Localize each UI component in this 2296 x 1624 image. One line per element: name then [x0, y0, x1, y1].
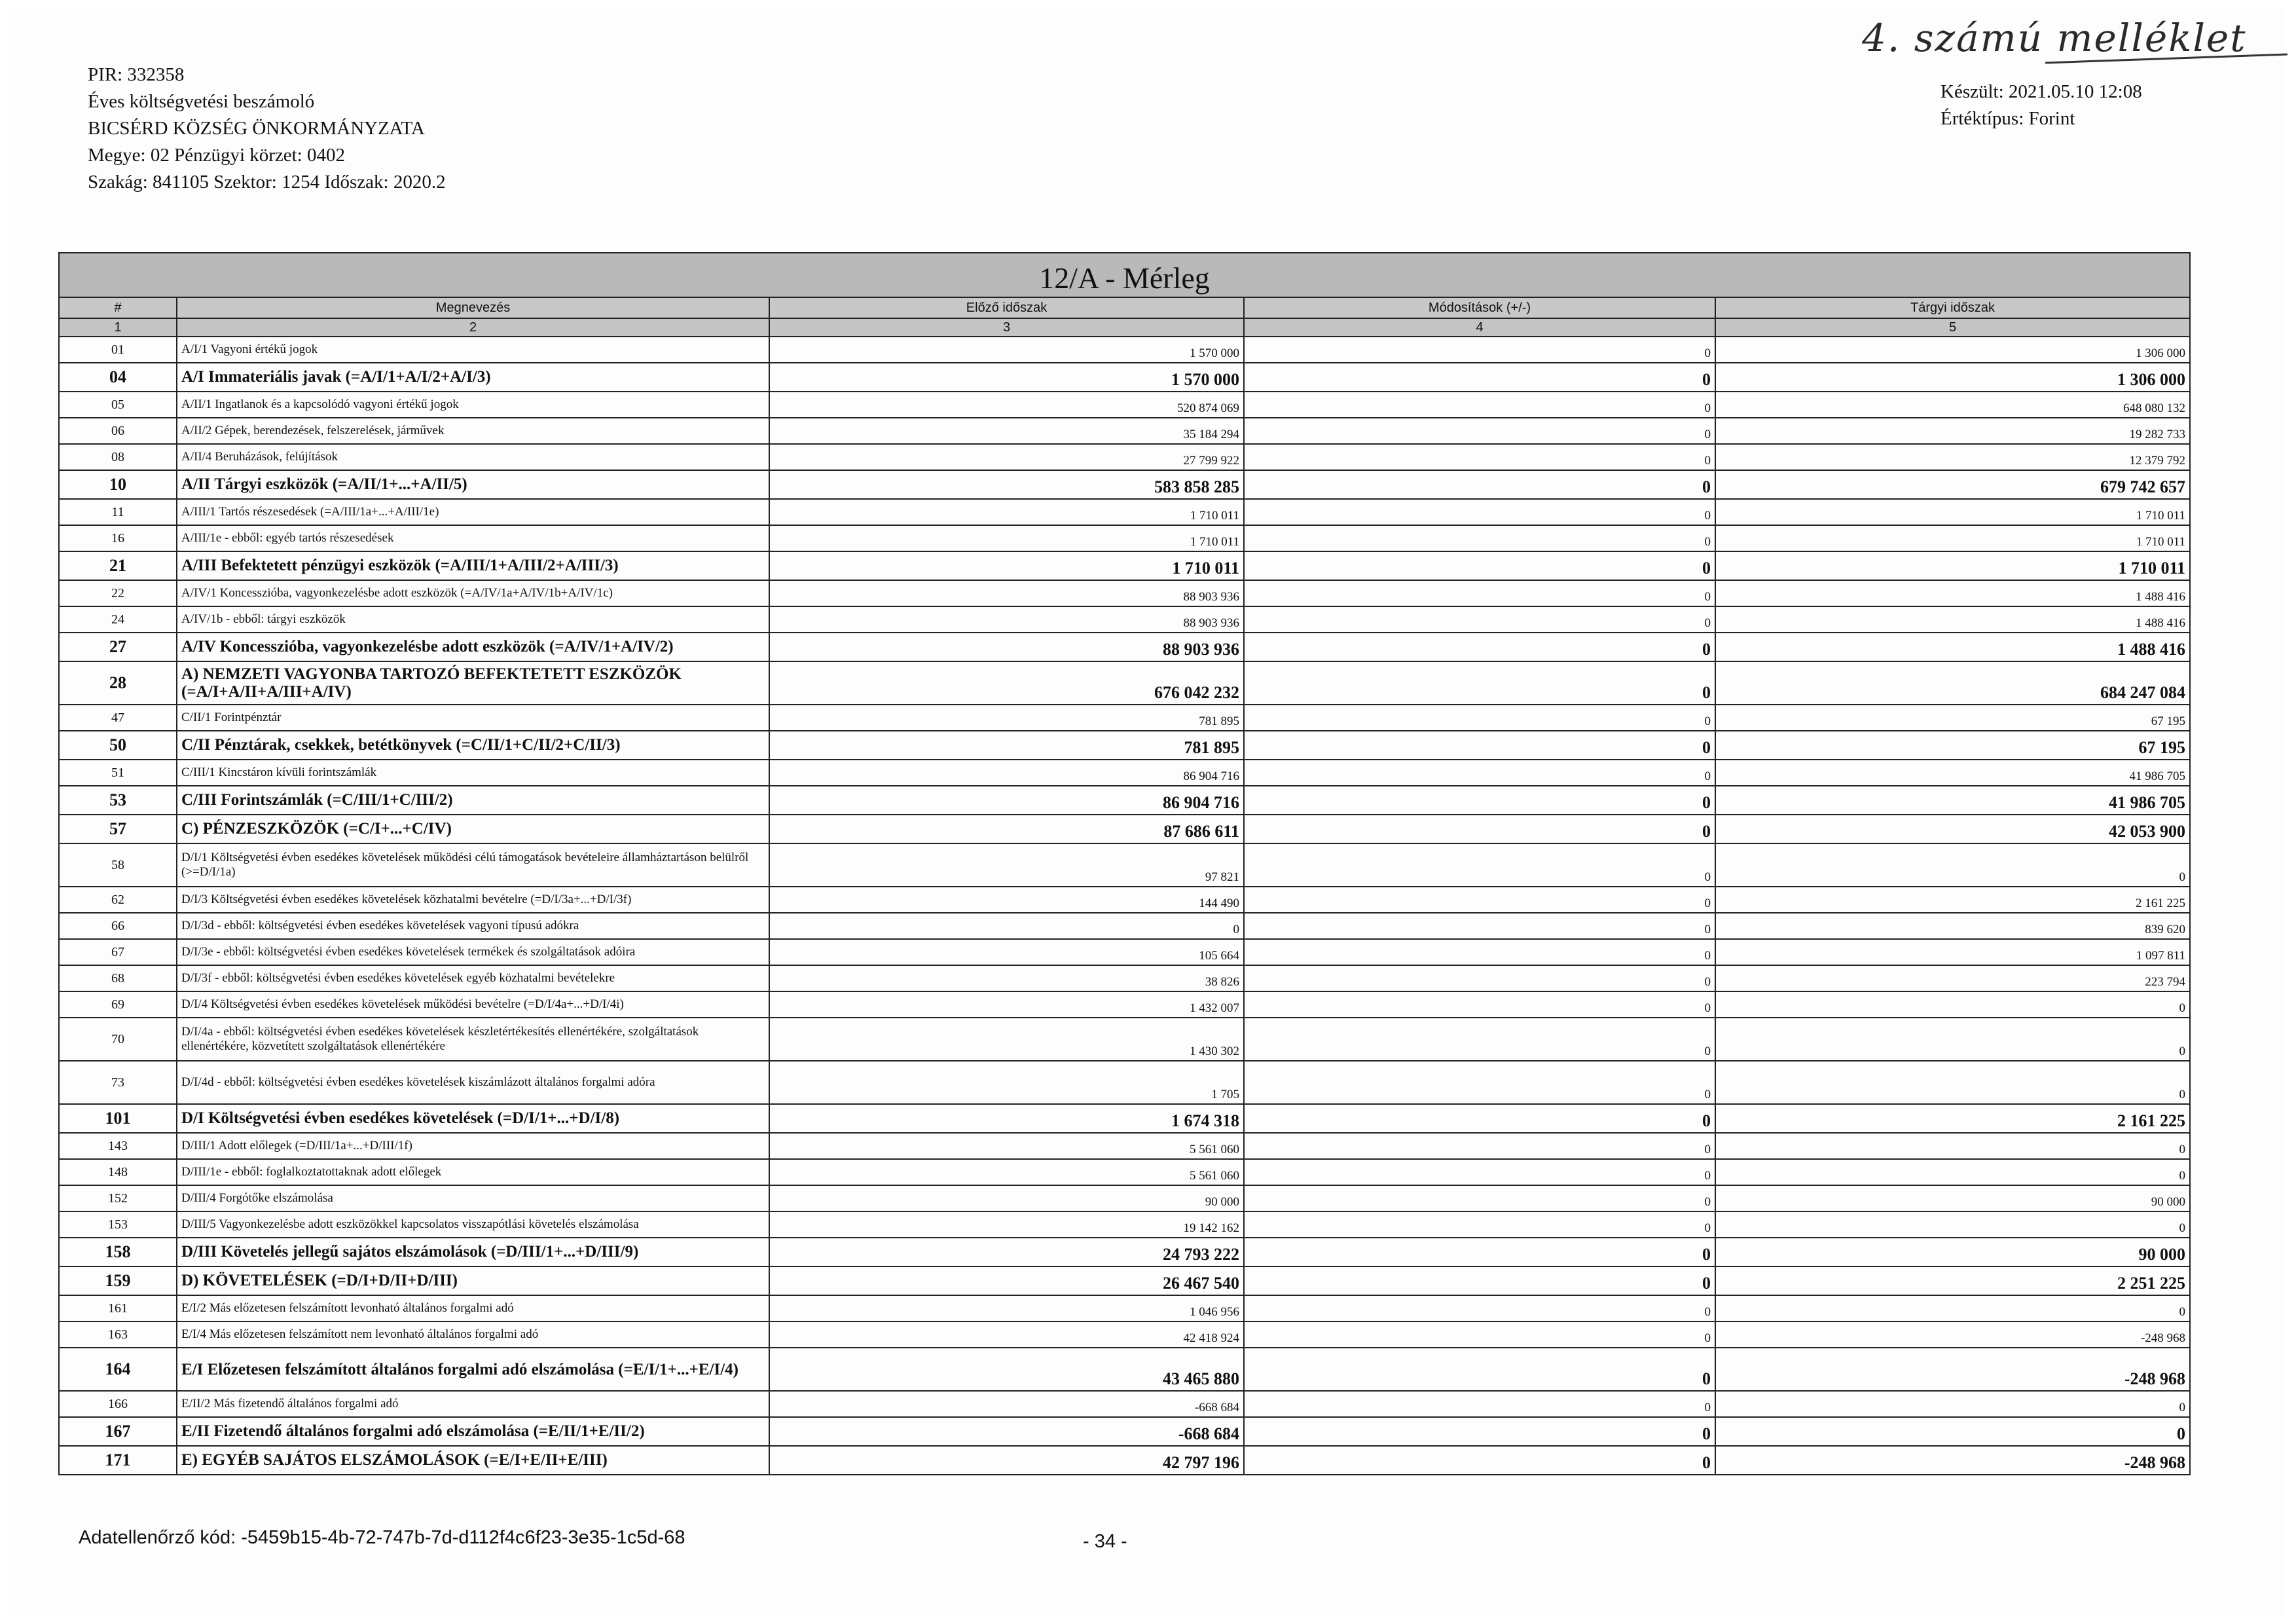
current-period-value: 2 161 225	[1715, 887, 2190, 913]
row-label: D) KÖVETELÉSEK (=D/I+D/II+D/III)	[177, 1266, 769, 1295]
column-number: 4	[1244, 318, 1715, 337]
table-row	[59, 786, 2190, 815]
modification-value: 0	[1244, 815, 1715, 843]
table-row	[59, 965, 2190, 991]
current-period-value: 19 282 733	[1715, 418, 2190, 444]
header-report-type: Éves költségvetési beszámoló	[88, 91, 315, 112]
previous-period-value: 105 664	[769, 939, 1244, 965]
previous-period-value: 1 710 011	[769, 551, 1244, 580]
previous-period-value: 1 710 011	[769, 499, 1244, 525]
row-label: E/I Előzetesen felszámított általános forgalmi adó elszámolása (=E/I/1+...+E/I/4)	[177, 1348, 769, 1391]
row-label: A/II Tárgyi eszközök (=A/II/1+...+A/II/5)	[177, 470, 769, 499]
modification-value: 0	[1244, 1185, 1715, 1211]
table-title-row	[59, 253, 2190, 297]
previous-period-value: 24 793 222	[769, 1238, 1244, 1266]
document-page	[9, 7, 2285, 1617]
current-period-value: 0	[1715, 1061, 2190, 1104]
modification-value: 0	[1244, 786, 1715, 815]
table-row	[59, 1061, 2190, 1104]
current-period-value: 41 986 705	[1715, 786, 2190, 815]
current-period-value: 2 161 225	[1715, 1104, 2190, 1133]
table-row	[59, 1133, 2190, 1159]
previous-period-value: 38 826	[769, 965, 1244, 991]
current-period-value: 0	[1715, 1417, 2190, 1446]
header-info	[88, 62, 446, 196]
current-period-value: 1 306 000	[1715, 363, 2190, 392]
table-row	[59, 418, 2190, 444]
row-label: D/I Költségvetési évben esedékes követelések (=D/I/1+...+D/I/8)	[177, 1104, 769, 1133]
modification-value: 0	[1244, 1238, 1715, 1266]
row-number: 161	[59, 1295, 177, 1321]
row-label: D/I/4a - ebből: költségvetési évben esedékes követelések készletértékesítés ellenértékére, szolgáltatások ellenértékére, közvetített szolgáltatások ellenértékére	[177, 1018, 769, 1061]
modification-value: 0	[1244, 731, 1715, 760]
table-row	[59, 1321, 2190, 1348]
row-label: E/II Fizetendő általános forgalmi adó elszámolása (=E/II/1+E/II/2)	[177, 1417, 769, 1446]
row-label: D/III Követelés jellegű sajátos elszámolások (=D/III/1+...+D/III/9)	[177, 1238, 769, 1266]
previous-period-value: 86 904 716	[769, 786, 1244, 815]
table-row	[59, 1238, 2190, 1266]
row-label: A/IV/1b - ebből: tárgyi eszközök	[177, 606, 769, 633]
table-row	[59, 939, 2190, 965]
column-header: #	[59, 297, 177, 318]
current-period-value: 223 794	[1715, 965, 2190, 991]
row-label: A/IV/1 Koncesszióba, vagyonkezelésbe adott eszközök (=A/IV/1a+A/IV/1b+A/IV/1c)	[177, 580, 769, 606]
previous-period-value: 676 042 232	[769, 661, 1244, 705]
modification-value: 0	[1244, 525, 1715, 551]
row-label: E/I/2 Más előzetesen felszámított levonható általános forgalmi adó	[177, 1295, 769, 1321]
table-row	[59, 1018, 2190, 1061]
row-number: 11	[59, 499, 177, 525]
previous-period-value: 0	[769, 913, 1244, 939]
row-label: A/II/2 Gépek, berendezések, felszerelések, járművek	[177, 418, 769, 444]
current-period-value: 0	[1715, 1133, 2190, 1159]
modification-value: 0	[1244, 913, 1715, 939]
row-number: 164	[59, 1348, 177, 1391]
row-label: A/II/4 Beruházások, felújítások	[177, 444, 769, 470]
previous-period-value: 27 799 922	[769, 444, 1244, 470]
current-period-value: 0	[1715, 1295, 2190, 1321]
modification-value: 0	[1244, 392, 1715, 418]
modification-value: 0	[1244, 1295, 1715, 1321]
modification-value: 0	[1244, 965, 1715, 991]
row-label: D/I/3e - ebből: költségvetési évben esedékes követelések termékek és szolgáltatások adóira	[177, 939, 769, 965]
current-period-value: -248 968	[1715, 1321, 2190, 1348]
row-label: A/IV Koncesszióba, vagyonkezelésbe adott eszközök (=A/IV/1+A/IV/2)	[177, 633, 769, 661]
table-row	[59, 525, 2190, 551]
modification-value: 0	[1244, 499, 1715, 525]
row-label: E/II/2 Más fizetendő általános forgalmi adó	[177, 1391, 769, 1417]
current-period-value: 0	[1715, 1018, 2190, 1061]
row-number: 152	[59, 1185, 177, 1211]
modification-value: 0	[1244, 1348, 1715, 1391]
modification-value: 0	[1244, 887, 1715, 913]
column-header: Előző időszak	[769, 297, 1244, 318]
previous-period-value: 1 430 302	[769, 1018, 1244, 1061]
previous-period-value: 26 467 540	[769, 1266, 1244, 1295]
table-row	[59, 1446, 2190, 1475]
table-row	[59, 661, 2190, 705]
table-row	[59, 363, 2190, 392]
current-period-value: 1 097 811	[1715, 939, 2190, 965]
previous-period-value: 88 903 936	[769, 633, 1244, 661]
current-period-value: 67 195	[1715, 731, 2190, 760]
row-number: 153	[59, 1211, 177, 1238]
table-row	[59, 1348, 2190, 1391]
table-row	[59, 1391, 2190, 1417]
previous-period-value: -668 684	[769, 1417, 1244, 1446]
current-period-value: 679 742 657	[1715, 470, 2190, 499]
table-body	[59, 337, 2190, 1475]
row-number: 21	[59, 551, 177, 580]
table-row	[59, 470, 2190, 499]
modification-value: 0	[1244, 705, 1715, 731]
header-organization: BICSÉRD KÖZSÉG ÖNKORMÁNYZATA	[88, 118, 425, 139]
row-label: D/III/1e - ebből: foglalkoztatottaknak adott előlegek	[177, 1159, 769, 1185]
modification-value: 0	[1244, 991, 1715, 1018]
current-period-value: 90 000	[1715, 1238, 2190, 1266]
row-number: 73	[59, 1061, 177, 1104]
current-period-value: 1 710 011	[1715, 551, 2190, 580]
table-row	[59, 580, 2190, 606]
previous-period-value: 42 797 196	[769, 1446, 1244, 1475]
row-number: 24	[59, 606, 177, 633]
created-timestamp: Készült: 2021.05.10 12:08	[1941, 81, 2142, 102]
current-period-value: 42 053 900	[1715, 815, 2190, 843]
modification-value: 0	[1244, 1446, 1715, 1475]
previous-period-value: 43 465 880	[769, 1348, 1244, 1391]
row-label: C/III/1 Kincstáron kívüli forintszámlák	[177, 760, 769, 786]
table-row	[59, 1211, 2190, 1238]
table-row	[59, 1266, 2190, 1295]
previous-period-value: 583 858 285	[769, 470, 1244, 499]
row-number: 47	[59, 705, 177, 731]
column-header: Módosítások (+/-)	[1244, 297, 1715, 318]
table-row	[59, 1185, 2190, 1211]
current-period-value: 1 488 416	[1715, 606, 2190, 633]
modification-value: 0	[1244, 760, 1715, 786]
previous-period-value: 90 000	[769, 1185, 1244, 1211]
table-title: 12/A - Mérleg	[59, 253, 2190, 297]
current-period-value: 1 488 416	[1715, 633, 2190, 661]
row-number: 04	[59, 363, 177, 392]
previous-period-value: 520 874 069	[769, 392, 1244, 418]
previous-period-value: 5 561 060	[769, 1133, 1244, 1159]
table-row	[59, 633, 2190, 661]
modification-value: 0	[1244, 1133, 1715, 1159]
row-number: 148	[59, 1159, 177, 1185]
current-period-value: 0	[1715, 1391, 2190, 1417]
row-label: D/I/4 Költségvetési évben esedékes követelések működési bevételre (=D/I/4a+...+D/I/4i)	[177, 991, 769, 1018]
row-label: A/III/1 Tartós részesedések (=A/III/1a+...+A/III/1e)	[177, 499, 769, 525]
row-number: 05	[59, 392, 177, 418]
header-meta	[1941, 79, 2142, 132]
table-row	[59, 1295, 2190, 1321]
modification-value: 0	[1244, 661, 1715, 705]
current-period-value: 1 710 011	[1715, 499, 2190, 525]
row-label: D/I/3 Költségvetési évben esedékes követelések közhatalmi bevételre (=D/I/3a+...+D/I/3f)	[177, 887, 769, 913]
table-row	[59, 392, 2190, 418]
column-header: Tárgyi időszak	[1715, 297, 2190, 318]
current-period-value: 839 620	[1715, 913, 2190, 939]
table-row	[59, 1417, 2190, 1446]
table-row	[59, 1104, 2190, 1133]
modification-value: 0	[1244, 843, 1715, 887]
row-number: 171	[59, 1446, 177, 1475]
row-number: 28	[59, 661, 177, 705]
row-label: D/I/3d - ebből: költségvetési évben esedékes követelések vagyoni típusú adókra	[177, 913, 769, 939]
row-number: 68	[59, 965, 177, 991]
row-label: D/I/3f - ebből: költségvetési évben esedékes követelések egyéb közhatalmi bevételekre	[177, 965, 769, 991]
page-number: - 34 -	[1083, 1531, 1127, 1552]
current-period-value: -248 968	[1715, 1348, 2190, 1391]
row-label: C) PÉNZESZKÖZÖK (=C/I+...+C/IV)	[177, 815, 769, 843]
modification-value: 0	[1244, 606, 1715, 633]
previous-period-value: -668 684	[769, 1391, 1244, 1417]
current-period-value: 41 986 705	[1715, 760, 2190, 786]
previous-period-value: 781 895	[769, 705, 1244, 731]
modification-value: 0	[1244, 1391, 1715, 1417]
row-number: 67	[59, 939, 177, 965]
current-period-value: 2 251 225	[1715, 1266, 2190, 1295]
previous-period-value: 97 821	[769, 843, 1244, 887]
table-row	[59, 1159, 2190, 1185]
modification-value: 0	[1244, 1417, 1715, 1446]
current-period-value: 648 080 132	[1715, 392, 2190, 418]
modification-value: 0	[1244, 1266, 1715, 1295]
row-number: 16	[59, 525, 177, 551]
modification-value: 0	[1244, 337, 1715, 363]
modification-value: 0	[1244, 633, 1715, 661]
header-sector: Szakág: 841105 Szektor: 1254 Időszak: 2020.2	[88, 172, 446, 193]
row-number: 57	[59, 815, 177, 843]
row-number: 01	[59, 337, 177, 363]
modification-value: 0	[1244, 470, 1715, 499]
column-number: 5	[1715, 318, 2190, 337]
table-row	[59, 444, 2190, 470]
header-pir: PIR: 332358	[88, 64, 185, 85]
table-row	[59, 760, 2190, 786]
column-number: 1	[59, 318, 177, 337]
previous-period-value: 1 570 000	[769, 337, 1244, 363]
current-period-value: 12 379 792	[1715, 444, 2190, 470]
column-number-row	[59, 318, 2190, 337]
row-label: D/III/5 Vagyonkezelésbe adott eszközökkel kapcsolatos visszapótlási követelés elszámolása	[177, 1211, 769, 1238]
previous-period-value: 86 904 716	[769, 760, 1244, 786]
current-period-value: 0	[1715, 1211, 2190, 1238]
previous-period-value: 1 046 956	[769, 1295, 1244, 1321]
row-number: 167	[59, 1417, 177, 1446]
row-label: A) NEMZETI VAGYONBA TARTOZÓ BEFEKTETETT ESZKÖZÖK (=A/I+A/II+A/III+A/IV)	[177, 661, 769, 705]
previous-period-value: 5 561 060	[769, 1159, 1244, 1185]
current-period-value: 684 247 084	[1715, 661, 2190, 705]
row-label: D/I/4d - ebből: költségvetési évben esedékes követelések kiszámlázott általános forgalmi adóra	[177, 1061, 769, 1104]
previous-period-value: 88 903 936	[769, 580, 1244, 606]
previous-period-value: 42 418 924	[769, 1321, 1244, 1348]
table-row	[59, 731, 2190, 760]
previous-period-value: 781 895	[769, 731, 1244, 760]
previous-period-value: 1 710 011	[769, 525, 1244, 551]
row-number: 66	[59, 913, 177, 939]
row-number: 27	[59, 633, 177, 661]
previous-period-value: 1 674 318	[769, 1104, 1244, 1133]
row-number: 143	[59, 1133, 177, 1159]
previous-period-value: 87 686 611	[769, 815, 1244, 843]
row-number: 50	[59, 731, 177, 760]
table-row	[59, 843, 2190, 887]
data-check-code: Adatellenőrző kód: -5459b15-4b-72-747b-7d-d112f4c6f23-3e35-1c5d-68	[79, 1527, 685, 1548]
modification-value: 0	[1244, 418, 1715, 444]
column-number: 2	[177, 318, 769, 337]
table-row	[59, 705, 2190, 731]
row-number: 58	[59, 843, 177, 887]
row-label: A/III Befektetett pénzügyi eszközök (=A/III/1+A/III/2+A/III/3)	[177, 551, 769, 580]
row-label: A/III/1e - ebből: egyéb tartós részesedések	[177, 525, 769, 551]
previous-period-value: 35 184 294	[769, 418, 1244, 444]
current-period-value: 0	[1715, 1159, 2190, 1185]
current-period-value: 1 488 416	[1715, 580, 2190, 606]
row-number: 06	[59, 418, 177, 444]
modification-value: 0	[1244, 551, 1715, 580]
balance-sheet-table	[58, 252, 2191, 1475]
row-label: A/I Immateriális javak (=A/I/1+A/I/2+A/I/3)	[177, 363, 769, 392]
value-type: Értéktípus: Forint	[1941, 108, 2075, 129]
modification-value: 0	[1244, 1061, 1715, 1104]
current-period-value: 67 195	[1715, 705, 2190, 731]
modification-value: 0	[1244, 939, 1715, 965]
row-number: 101	[59, 1104, 177, 1133]
row-label: E/I/4 Más előzetesen felszámított nem levonható általános forgalmi adó	[177, 1321, 769, 1348]
row-label: C/II/1 Forintpénztár	[177, 705, 769, 731]
table-row	[59, 551, 2190, 580]
column-header: Megnevezés	[177, 297, 769, 318]
current-period-value: 0	[1715, 991, 2190, 1018]
modification-value: 0	[1244, 444, 1715, 470]
table-row	[59, 913, 2190, 939]
table-row	[59, 887, 2190, 913]
column-header-row	[59, 297, 2190, 318]
row-number: 10	[59, 470, 177, 499]
row-number: 22	[59, 580, 177, 606]
table-row	[59, 499, 2190, 525]
row-label: D/III/1 Adott előlegek (=D/III/1a+...+D/III/1f)	[177, 1133, 769, 1159]
previous-period-value: 144 490	[769, 887, 1244, 913]
row-number: 62	[59, 887, 177, 913]
row-label: E) EGYÉB SAJÁTOS ELSZÁMOLÁSOK (=E/I+E/II+E/III)	[177, 1446, 769, 1475]
current-period-value: 1 306 000	[1715, 337, 2190, 363]
row-number: 163	[59, 1321, 177, 1348]
row-number: 69	[59, 991, 177, 1018]
modification-value: 0	[1244, 1018, 1715, 1061]
modification-value: 0	[1244, 1211, 1715, 1238]
previous-period-value: 1 705	[769, 1061, 1244, 1104]
row-number: 51	[59, 760, 177, 786]
modification-value: 0	[1244, 1159, 1715, 1185]
column-number: 3	[769, 318, 1244, 337]
modification-value: 0	[1244, 580, 1715, 606]
row-number: 08	[59, 444, 177, 470]
modification-value: 0	[1244, 1104, 1715, 1133]
row-label: C/III Forintszámlák (=C/III/1+C/III/2)	[177, 786, 769, 815]
table-row	[59, 337, 2190, 363]
row-label: A/II/1 Ingatlanok és a kapcsolódó vagyoni értékű jogok	[177, 392, 769, 418]
previous-period-value: 19 142 162	[769, 1211, 1244, 1238]
current-period-value: 0	[1715, 843, 2190, 887]
table-row	[59, 606, 2190, 633]
row-label: C/II Pénztárak, csekkek, betétkönyvek (=C/II/1+C/II/2+C/II/3)	[177, 731, 769, 760]
previous-period-value: 88 903 936	[769, 606, 1244, 633]
row-number: 53	[59, 786, 177, 815]
previous-period-value: 1 570 000	[769, 363, 1244, 392]
row-number: 166	[59, 1391, 177, 1417]
row-number: 158	[59, 1238, 177, 1266]
modification-value: 0	[1244, 1321, 1715, 1348]
table-row	[59, 815, 2190, 843]
current-period-value: 90 000	[1715, 1185, 2190, 1211]
current-period-value: -248 968	[1715, 1446, 2190, 1475]
previous-period-value: 1 432 007	[769, 991, 1244, 1018]
row-label: A/I/1 Vagyoni értékű jogok	[177, 337, 769, 363]
handwritten-annotation: 4. számú melléklet	[1862, 16, 2247, 60]
row-number: 159	[59, 1266, 177, 1295]
row-label: D/III/4 Forgótőke elszámolása	[177, 1185, 769, 1211]
modification-value: 0	[1244, 363, 1715, 392]
row-number: 70	[59, 1018, 177, 1061]
current-period-value: 1 710 011	[1715, 525, 2190, 551]
row-label: D/I/1 Költségvetési évben esedékes követelések működési célú támogatások bevételeire államháztartáson belülről (>=D/I/1a)	[177, 843, 769, 887]
header-county: Megye: 02 Pénzügyi körzet: 0402	[88, 145, 346, 166]
table-row	[59, 991, 2190, 1018]
